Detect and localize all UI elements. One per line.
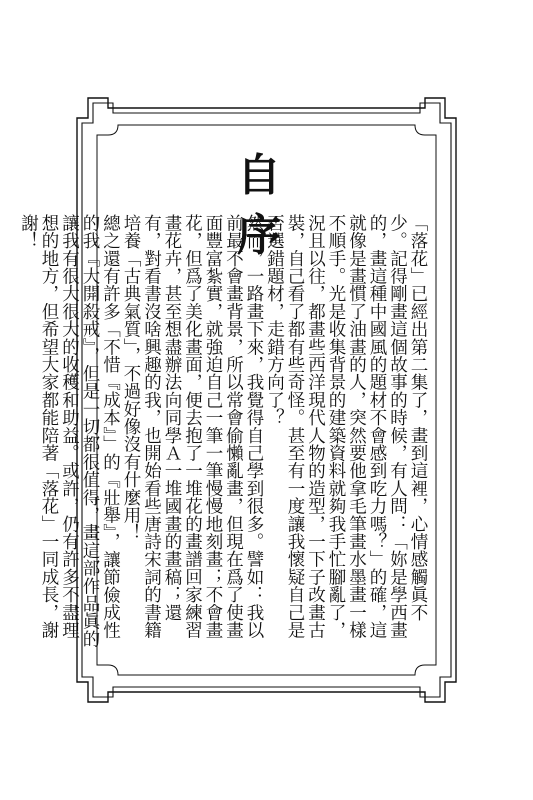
preface-body: [18, 214, 428, 652]
paragraph: 「落花」已經出第二集了，畫到這裡，心情感觸眞不少。記得剛畫這個故事的時候，有人問：「妳是學西畫的，畫這種中國風的題材不會感到吃力嗎？」的確，這就像是畫慣了油畫的人，突然要他拿毛筆畫水墨畫一樣不順手。光是收集背景的建築資料就夠我手忙腳亂了，況且以往，都畫些西洋現代人物的造型，一下子改畫古裝，自己看了都有些奇怪。甚至有一度讓我懷疑自己是否選錯題材，走錯方向了？: [264, 214, 428, 639]
paragraph: 總之還有許多「不惜『成本』」的『壯舉』，讓節儉成性的我『大開殺戒』，但是一切都很值得，畫這部作品眞的讓我有很大很大的收穫和助益。或許，仍有許多不盡理想的地方，但希望大家都能陪著「落花」一同成長，謝謝！: [18, 214, 121, 648]
page-title: 自序: [237, 150, 341, 261]
paragraph: 然而，一路畫下來，我覺得自己學到很多。譬如：我以前最不會畫背景，所以常會偷懶亂畫，但現在爲了使畫面豐富紮實，就強迫自己一筆一筆慢慢地刻畫；不會畫花，但爲了美化畫面，便去抱了一堆花的畫譜回家練習畫花卉，甚至想盡辦法向同學Ａ一堆國畫的畫稿；還有，對看書沒啥興趣的我，也開始看些唐詩宋詞的書籍培養「古典氣質」，不過好像沒有什麼用！: [121, 214, 264, 639]
